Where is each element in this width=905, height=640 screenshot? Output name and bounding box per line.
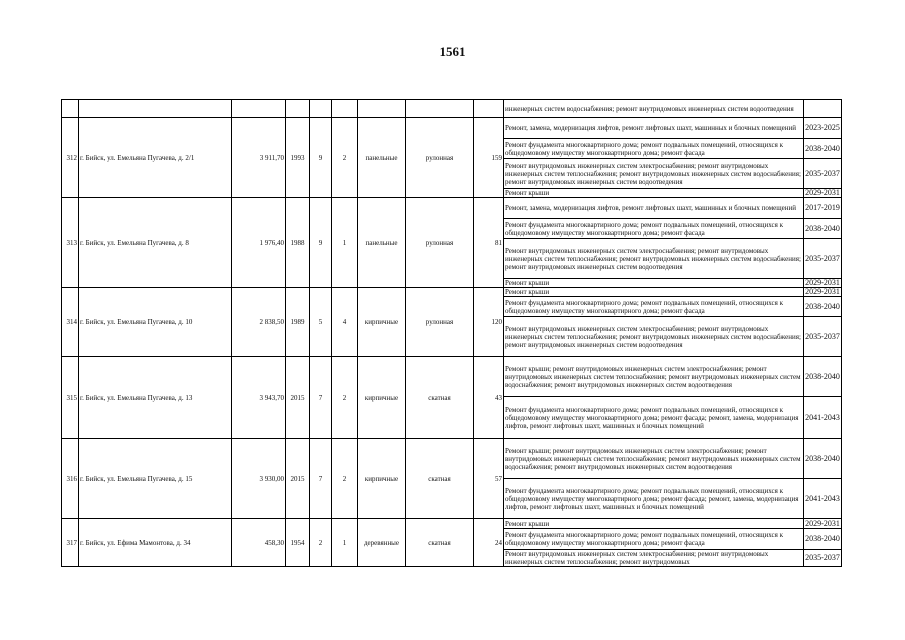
work-description: Ремонт фундамента многоквартирного дома; ремонт подвальных помещений, относящихся к общедомовому имуществу многоквартирного дома; ремонт фасада; ремонт, замена, модернизация лифтов, ремонт лифтовых шахт, машинных и блочных помещений xyxy=(504,479,804,519)
work-description: Ремонт внутридомовых инженерных систем электроснабжения; ремонт внутридомовых инженерных систем теплоснабжения; ремонт внутридомовых xyxy=(504,550,804,567)
work-period: 2035-2037 xyxy=(804,317,842,357)
table-row xyxy=(62,357,842,397)
work-description: Ремонт крыши xyxy=(504,189,804,198)
work-period: 2035-2037 xyxy=(804,550,842,567)
cell-empty xyxy=(406,100,474,118)
table-row xyxy=(62,519,842,529)
work-description: инженерных систем водоснабжения; ремонт внутридомовых инженерных систем водоотведения xyxy=(504,100,804,118)
building-index: 316 xyxy=(62,439,79,519)
cell-empty xyxy=(358,100,406,118)
build-year: 1993 xyxy=(286,118,310,198)
building-area: 458,30 xyxy=(232,519,286,567)
work-period: 2038-2040 xyxy=(804,439,842,479)
work-description: Ремонт внутридомовых инженерных систем электроснабжения; ремонт внутридомовых инженерных систем теплоснабжения; ремонт внутридомовых инженерных систем водоснабжения; ремонт внутридомовых инженерных систем водоотведения xyxy=(504,159,804,189)
table-row xyxy=(62,118,842,139)
work-period: 2029-2031 xyxy=(805,188,840,197)
building-address: г. Бийск, ул. Емельяна Пугачева, д. 10 xyxy=(79,288,232,357)
roof-type: рулонная xyxy=(406,288,474,357)
floor-count: 7 xyxy=(310,357,332,439)
resident-count: 43 xyxy=(474,357,504,439)
work-description: Ремонт внутридомовых инженерных систем электроснабжения; ремонт внутридомовых инженерных систем теплоснабжения; ремонт внутридомовых инженерных систем водоснабжения; ремонт внутридомовых инженерных систем водоотведения xyxy=(504,317,804,357)
building-index: 317 xyxy=(62,519,79,567)
work-period: 2029-2031 xyxy=(805,278,840,287)
entrance-count: 2 xyxy=(332,118,358,198)
work-description: Ремонт, замена, модернизация лифтов, ремонт лифтовых шахт, машинных и блочных помещений xyxy=(504,118,804,139)
work-description: Ремонт фундамента многоквартирного дома; ремонт подвальных помещений, относящихся к общедомовому имуществу многоквартирного дома; ремонт фасада; ремонт, замена, модернизация лифтов, ремонт лифтовых шахт, машинных и блочных помещений xyxy=(504,397,804,439)
work-description: Ремонт крыши xyxy=(504,279,804,288)
table-row xyxy=(62,100,842,118)
table-row xyxy=(62,439,842,479)
build-year: 1988 xyxy=(286,198,310,288)
work-description: Ремонт крыши; ремонт внутридомовых инженерных систем электроснабжения; ремонт внутридомовых инженерных систем теплоснабжения; ремонт внутридомовых инженерных систем водоснабжения; ремонт внутридомовых инженерных систем водоотведения xyxy=(504,357,804,397)
building-area: 1 976,40 xyxy=(232,198,286,288)
wall-material: панельные xyxy=(358,198,406,288)
resident-count: 81 xyxy=(474,198,504,288)
resident-count: 120 xyxy=(474,288,504,357)
resident-count: 159 xyxy=(474,118,504,198)
work-description: Ремонт крыши xyxy=(504,288,804,297)
entrance-count: 4 xyxy=(332,288,358,357)
table-body xyxy=(62,100,842,567)
building-area: 3 930,00 xyxy=(232,439,286,519)
resident-count: 24 xyxy=(474,519,504,567)
roof-type: рулонная xyxy=(406,198,474,288)
roof-type: рулонная xyxy=(406,118,474,198)
resident-count: 57 xyxy=(474,439,504,519)
floor-count: 7 xyxy=(310,439,332,519)
building-area: 3 911,70 xyxy=(232,118,286,198)
work-period: 2038-2040 xyxy=(804,357,842,397)
table-row xyxy=(62,288,842,297)
page-number: 1561 xyxy=(439,44,466,59)
cell-empty xyxy=(474,100,504,118)
work-period: 2029-2031 xyxy=(805,518,840,528)
cell-empty xyxy=(232,100,286,118)
build-year: 2015 xyxy=(286,439,310,519)
building-address: г. Бийск, ул. Емельяна Пугачева, д. 8 xyxy=(79,198,232,288)
work-description: Ремонт фундамента многоквартирного дома; ремонт подвальных помещений, относящихся к общедомовому имуществу многоквартирного дома; ремонт фасада xyxy=(504,219,804,239)
building-index: 314 xyxy=(62,288,79,357)
roof-type: скатная xyxy=(406,519,474,567)
cell-empty xyxy=(79,100,232,118)
building-index: 312 xyxy=(62,118,79,198)
building-address: г. Бийск, ул. Емельяна Пугачева, д. 13 xyxy=(79,357,232,439)
roof-type: скатная xyxy=(406,439,474,519)
building-address: г. Бийск, ул. Емельяна Пугачева, д. 15 xyxy=(79,439,232,519)
floor-count: 9 xyxy=(310,198,332,288)
wall-material: кирпичные xyxy=(358,357,406,439)
work-period: 2041-2043 xyxy=(804,479,842,519)
wall-material: кирпичные xyxy=(358,439,406,519)
work-period: 2041-2043 xyxy=(804,397,842,439)
work-period: 2035-2037 xyxy=(804,239,842,279)
entrance-count: 2 xyxy=(332,439,358,519)
work-period: 2038-2040 xyxy=(804,139,842,159)
work-description: Ремонт крыши; ремонт внутридомовых инженерных систем электроснабжения; ремонт внутридомовых инженерных систем теплоснабжения; ремонт внутридомовых инженерных систем водоснабжения; ремонт внутридомовых инженерных систем водоотведения xyxy=(504,439,804,479)
work-description: Ремонт внутридомовых инженерных систем электроснабжения; ремонт внутридомовых инженерных систем теплоснабжения; ремонт внутридомовых инженерных систем водоснабжения; ремонт внутридомовых инженерных систем водоотведения xyxy=(504,239,804,279)
work-period: 2038-2040 xyxy=(804,219,842,239)
housing-repair-table xyxy=(61,99,842,567)
floor-count: 9 xyxy=(310,118,332,198)
work-period: 2023-2025 xyxy=(804,118,842,139)
work-period: 2017-2019 xyxy=(804,198,842,219)
cell-empty xyxy=(332,100,358,118)
work-period: 2029-2031 xyxy=(805,287,840,296)
building-address: г. Бийск, ул. Емельяна Пугачева, д. 2/1 xyxy=(79,118,232,198)
cell-empty xyxy=(62,100,79,118)
work-description: Ремонт, замена, модернизация лифтов, ремонт лифтовых шахт, машинных и блочных помещений xyxy=(504,198,804,219)
wall-material: кирпичные xyxy=(358,288,406,357)
cell-empty xyxy=(286,100,310,118)
roof-type: скатная xyxy=(406,357,474,439)
building-area: 2 838,50 xyxy=(232,288,286,357)
floor-count: 2 xyxy=(310,519,332,567)
entrance-count: 2 xyxy=(332,357,358,439)
building-address: г. Бийск, ул. Ефима Мамонтова, д. 34 xyxy=(79,519,232,567)
work-period: 2038-2040 xyxy=(804,529,842,550)
table-row xyxy=(62,198,842,219)
wall-material: панельные xyxy=(358,118,406,198)
work-period xyxy=(804,100,842,118)
build-year: 2015 xyxy=(286,357,310,439)
wall-material: деревянные xyxy=(358,519,406,567)
work-description: Ремонт крыши xyxy=(504,519,804,529)
build-year: 1954 xyxy=(286,519,310,567)
entrance-count: 1 xyxy=(332,198,358,288)
floor-count: 5 xyxy=(310,288,332,357)
build-year: 1989 xyxy=(286,288,310,357)
work-description: Ремонт фундамента многоквартирного дома; ремонт подвальных помещений, относящихся к общедомовому имуществу многоквартирного дома; ремонт фасада xyxy=(504,139,804,159)
building-index: 313 xyxy=(62,198,79,288)
cell-empty xyxy=(310,100,332,118)
building-area: 3 943,70 xyxy=(232,357,286,439)
building-index: 315 xyxy=(62,357,79,439)
work-description: Ремонт фундамента многоквартирного дома; ремонт подвальных помещений, относящихся к общедомовому имуществу многоквартирного дома; ремонт фасада xyxy=(504,529,804,550)
work-period: 2035-2037 xyxy=(804,159,842,189)
entrance-count: 1 xyxy=(332,519,358,567)
work-description: Ремонт фундамента многоквартирного дома; ремонт подвальных помещений, относящихся к общедомовому имуществу многоквартирного дома; ремонт фасада xyxy=(504,297,804,317)
work-period: 2038-2040 xyxy=(804,297,842,317)
